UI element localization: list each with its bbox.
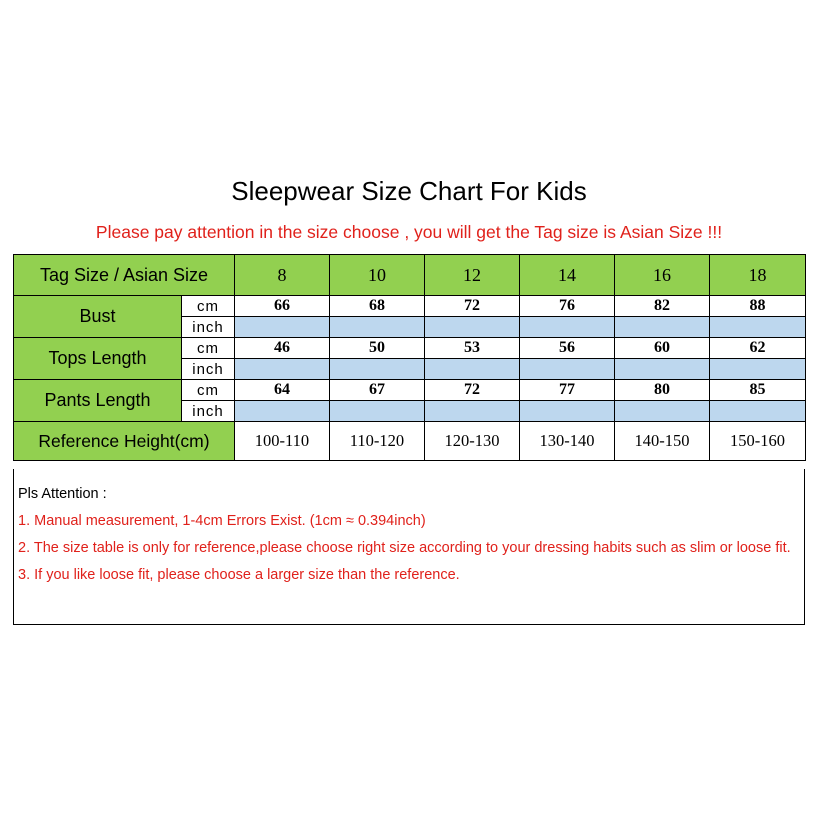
tops-length-inch-cell [520, 359, 615, 380]
tops-length-cm-cell: 50 [330, 338, 425, 359]
tag-size-header: Tag Size / Asian Size [14, 255, 235, 296]
tops-length-inch-cell [425, 359, 520, 380]
size-16-header: 16 [615, 255, 710, 296]
reference-height-cell: 150-160 [710, 422, 806, 461]
bust-inch-cell [235, 317, 330, 338]
tops-length-cm-cell: 46 [235, 338, 330, 359]
size-chart-table [13, 254, 806, 461]
bust-inch-cell [425, 317, 520, 338]
pants-length-cm-row [14, 380, 806, 401]
pants-length-cm-cell: 64 [235, 380, 330, 401]
pants-length-cm-cell: 67 [330, 380, 425, 401]
tops-length-cm-cell: 56 [520, 338, 615, 359]
pants-length-inch-cell [330, 401, 425, 422]
tops-length-cm-cell: 62 [710, 338, 806, 359]
bust-cm-cell: 72 [425, 296, 520, 317]
notes-heading: Pls Attention : [18, 486, 107, 502]
note-item: 1. Manual measurement, 1-4cm Errors Exist. (1cm ≈ 0.394inch) [18, 513, 426, 529]
reference-height-cell: 110-120 [330, 422, 425, 461]
size-8-header: 8 [235, 255, 330, 296]
pants-length-cm-cell: 80 [615, 380, 710, 401]
pants-length-label: Pants Length [14, 380, 182, 422]
note-item: 2. The size table is only for reference,please choose right size according to your dressing habits such as slim or loose fit. [18, 540, 791, 556]
bust-cm-row [14, 296, 806, 317]
pants-length-inch-cell [425, 401, 520, 422]
pants-length-inch-cell [520, 401, 615, 422]
pants-length-cm-cell: 77 [520, 380, 615, 401]
asian-size-notice: Please pay attention in the size choose , you will get the Tag size is Asian Size !!! [95, 222, 723, 242]
reference-height-cell: 140-150 [615, 422, 710, 461]
bust-cm-cell: 76 [520, 296, 615, 317]
bust-cm-cell: 82 [615, 296, 710, 317]
size-12-header: 12 [425, 255, 520, 296]
tops-length-cm-cell: 53 [425, 338, 520, 359]
bust-cm-cell: 88 [710, 296, 806, 317]
tops-length-inch-cell [330, 359, 425, 380]
size-18-header: 18 [710, 255, 806, 296]
tops-length-inch-cell [235, 359, 330, 380]
pants-length-inch-cell [615, 401, 710, 422]
bust-cm-cell: 68 [330, 296, 425, 317]
unit-inch: inch [182, 359, 235, 380]
header-row [14, 255, 806, 296]
bust-inch-cell [710, 317, 806, 338]
reference-height-cell: 100-110 [235, 422, 330, 461]
page-title: Sleepwear Size Chart For Kids [231, 176, 587, 206]
size-10-header: 10 [330, 255, 425, 296]
bust-inch-cell [615, 317, 710, 338]
bust-label: Bust [14, 296, 182, 338]
reference-height-row [14, 422, 806, 461]
note-item: 3. If you like loose fit, please choose a larger size than the reference. [18, 567, 460, 583]
tops-length-label: Tops Length [14, 338, 182, 380]
unit-cm: cm [182, 338, 235, 359]
bust-cm-cell: 66 [235, 296, 330, 317]
pants-length-cm-cell: 72 [425, 380, 520, 401]
reference-height-cell: 130-140 [520, 422, 615, 461]
unit-cm: cm [182, 296, 235, 317]
bust-inch-cell [520, 317, 615, 338]
attention-notes [13, 469, 805, 625]
bust-inch-cell [330, 317, 425, 338]
pants-length-cm-cell: 85 [710, 380, 806, 401]
tops-length-cm-row [14, 338, 806, 359]
size-14-header: 14 [520, 255, 615, 296]
reference-height-cell: 120-130 [425, 422, 520, 461]
tops-length-inch-cell [710, 359, 806, 380]
tops-length-cm-cell: 60 [615, 338, 710, 359]
unit-inch: inch [182, 401, 235, 422]
tops-length-inch-cell [615, 359, 710, 380]
unit-cm: cm [182, 380, 235, 401]
reference-height-label: Reference Height(cm) [14, 422, 235, 461]
pants-length-inch-cell [710, 401, 806, 422]
pants-length-inch-cell [235, 401, 330, 422]
unit-inch: inch [182, 317, 235, 338]
